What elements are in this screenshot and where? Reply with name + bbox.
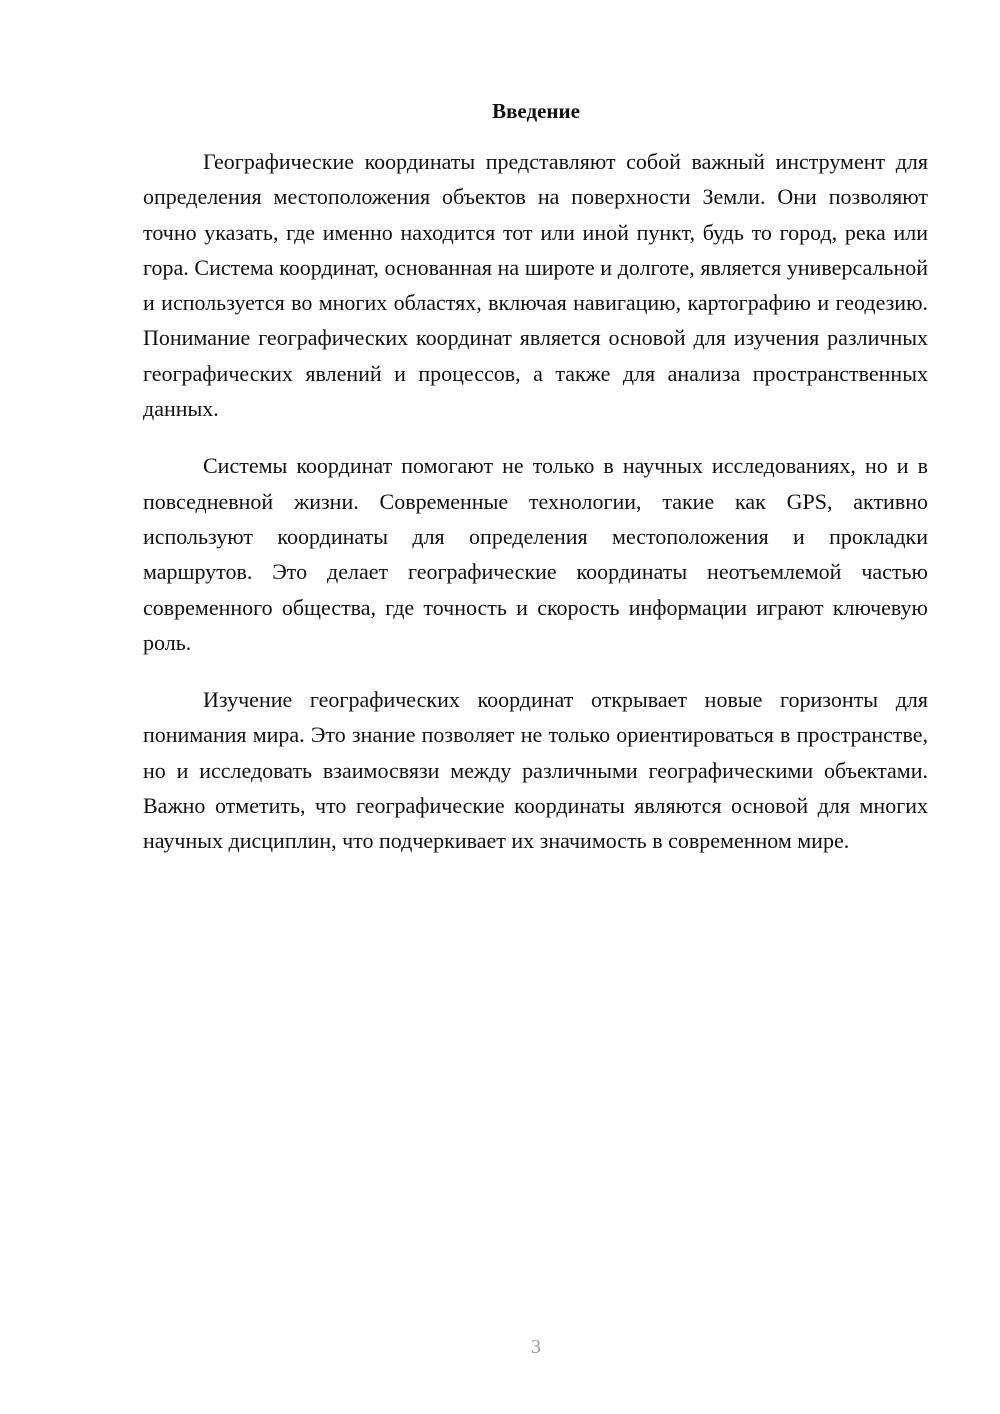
body-text	[143, 144, 928, 881]
section-heading: Введение	[492, 99, 580, 123]
paragraph-1: Географические координаты представляют собой важный инструмент для определения местоположения объектов на поверхности Земли. Они позволяют точно указать, где именно находится тот или иной пункт, будь то город, река или гора. Система координат, основанная на широте и долготе, является универсальной и используется во многих областях, включая навигацию, картографию и геодезию. Понимание географических координат является основой для изучения различных географических явлений и процессов, а также для анализа пространственных данных.	[143, 149, 928, 422]
paragraph-2: Системы координат помогают не только в научных исследованиях, но и в повседневной жизни. Современные технологии, такие как GPS, активно используют координаты для определения местоположения и прокладки маршрутов. Это делает географические координаты неотъемлемой частью современного общества, где точность и скорость информации играют ключевую роль.	[143, 453, 928, 655]
page-number: 3	[531, 1336, 541, 1358]
paragraph-3: Изучение географических координат открывает новые горизонты для понимания мира. Это знание позволяет не только ориентироваться в пространстве, но и исследовать взаимосвязи между различными географическими объектами. Важно отметить, что географические координаты являются основой для многих научных дисциплин, что подчеркивает их значимость в современном мире.	[143, 687, 928, 854]
